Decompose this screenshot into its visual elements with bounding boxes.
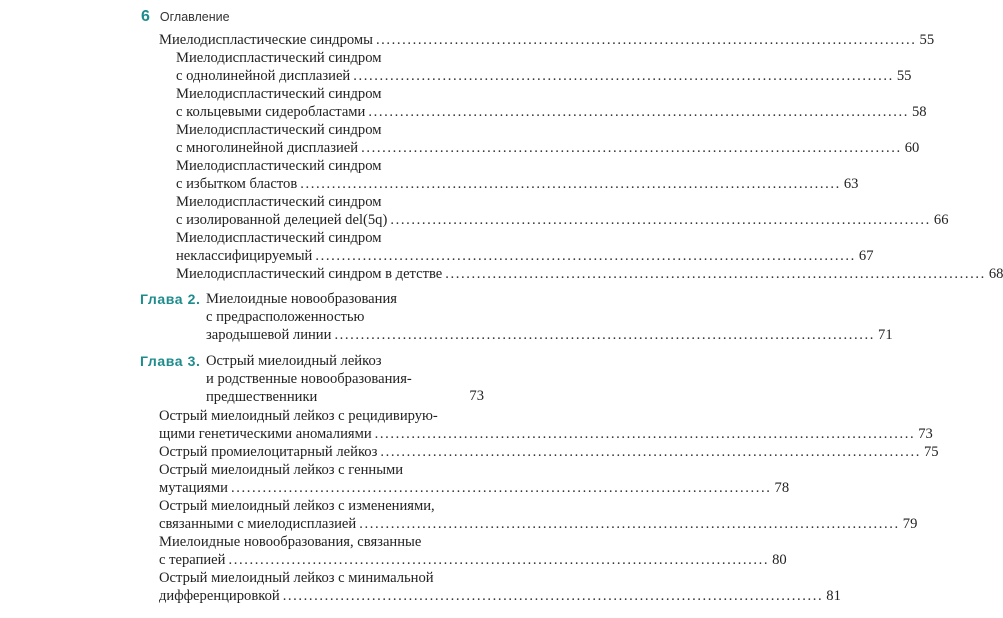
toc-entry-line: Миелоидные новообразования, связанные [159,534,422,550]
leader-dots: ....................................................................................................... [315,248,856,264]
entry-page: 60 [904,140,920,156]
leader-dots: ....................................................................................................... [380,444,921,460]
toc-entry-therapy-related[interactable] [159,551,787,569]
toc-entry-line: Миелодиспластический синдром [176,50,382,66]
leader-dots: ....................................................................................................... [374,426,916,442]
leader-dots: ....................................................................................................... [282,588,824,604]
entry-title: дифференцировкой [159,588,280,604]
entry-title: мутациями [159,480,228,496]
entry-page: 73 [918,426,933,442]
entry-page: 55 [896,68,912,84]
leader-dots: ....................................................................................................... [368,104,909,120]
running-header [141,8,230,26]
toc-entry-mds-childhood[interactable] [176,265,1003,283]
entry-title: с однолинейной дисплазией [176,68,351,84]
toc-entry-line: Острый миелоидный лейкоз с изменениями, [159,498,435,514]
entry-page: 80 [772,552,787,568]
leader-dots: ....................................................................................................... [300,176,841,192]
toc-entry-aml-recurrent[interactable] [159,425,933,443]
toc-entry-line: Миелодиспластический синдром [176,158,382,174]
toc-entry-line: Миелодиспластический синдром [176,230,382,246]
toc-entry-mds[interactable] [159,31,935,49]
entry-page: 78 [774,480,790,496]
entry-title: с кольцевыми сидеробластами [176,104,366,120]
entry-page: 75 [923,444,939,460]
entry-title: зародышевой линии [206,327,332,343]
toc-entry-mds-ring-sideroblasts[interactable] [176,103,927,121]
entry-title: с терапией [159,552,226,568]
leader-dots: ....................................................................................................... [230,480,772,496]
toc-entry-aml-mrc[interactable] [159,515,918,533]
toc-entry-aml-minimal-differentiation[interactable] [159,587,841,605]
toc-entry-line: Острый миелоидный лейкоз с рецидивирую- [159,408,438,424]
toc-entry-aml-gene-mutations[interactable] [159,479,790,497]
leader-dots: ....................................................................................................... [375,32,917,48]
toc-entry-mds-excess-blasts[interactable] [176,175,859,193]
entry-title: Миелодиспластический синдром в детстве [176,266,443,282]
toc-entry-mds-single-lineage[interactable] [176,67,912,85]
entry-page: 79 [902,516,918,532]
running-title: Оглавление [159,10,230,24]
leader-dots: ....................................................................................................... [353,68,894,84]
entry-page: 67 [858,248,874,264]
entry-page: 73 [469,388,484,404]
entry-page: 66 [933,212,949,228]
toc-entry-mds-multilineage[interactable] [176,139,920,157]
chapter-3-title-line: Острый миелоидный лейкоз [206,353,382,369]
toc-entry-line: Острый миелоидный лейкоз с минимальной [159,570,434,586]
leader-dots: ....................................................................................................... [334,327,876,343]
toc-entry-chapter-2[interactable] [206,326,893,344]
entry-title: неклассифицируемый [176,248,313,264]
entry-page: 58 [911,104,927,120]
toc-entry-mds-del5q[interactable] [176,211,949,229]
toc-entry-mds-unclassifiable[interactable] [176,247,874,265]
entry-page: 63 [843,176,859,192]
entry-page: 71 [878,327,893,343]
toc-entry-line: Миелодиспластический синдром [176,122,382,138]
toc-entry-line: Миелодиспластический синдром [176,194,382,210]
toc-entry-chapter-3-page[interactable] [206,387,484,405]
toc-entry-line: Острый миелоидный лейкоз с генными [159,462,404,478]
chapter-2-label: Глава 2. [140,291,201,307]
toc-entry-line: Миелодиспластический синдром [176,86,382,102]
leader-dots: ....................................................................................................... [361,140,902,156]
entry-page: 81 [826,588,841,604]
leader-dots: ....................................................................................................... [390,212,931,228]
leader-dots: ....................................................................................................... [359,516,900,532]
entry-page: 68 [988,266,1003,282]
chapter-3-title-line: предшественники [206,389,318,405]
leader-dots: ....................................................................................................... [228,552,770,568]
entry-title: Острый промиелоцитарный лейкоз [159,444,378,460]
leader-dots: ....................................................................................................... [445,266,986,282]
entry-title: Миелодиспластические синдромы [159,32,373,48]
entry-title: с избытком бластов [176,176,298,192]
entry-title: щими генетическими аномалиями [159,426,372,442]
chapter-3-title-line: и родственные новообразования- [206,371,412,387]
entry-title: с изолированной делецией del(5q) [176,212,388,228]
chapter-3-label: Глава 3. [140,353,201,369]
chapter-2-title-line: с предрасположенностью [206,309,365,325]
page-number: 6 [141,8,150,25]
entry-page: 55 [919,32,935,48]
entry-title: с многолинейной дисплазией [176,140,359,156]
entry-title: связанными с миелодисплазией [159,516,357,532]
chapter-2-title-line: Миелоидные новообразования [206,291,397,307]
toc-entry-apl[interactable] [159,443,939,461]
